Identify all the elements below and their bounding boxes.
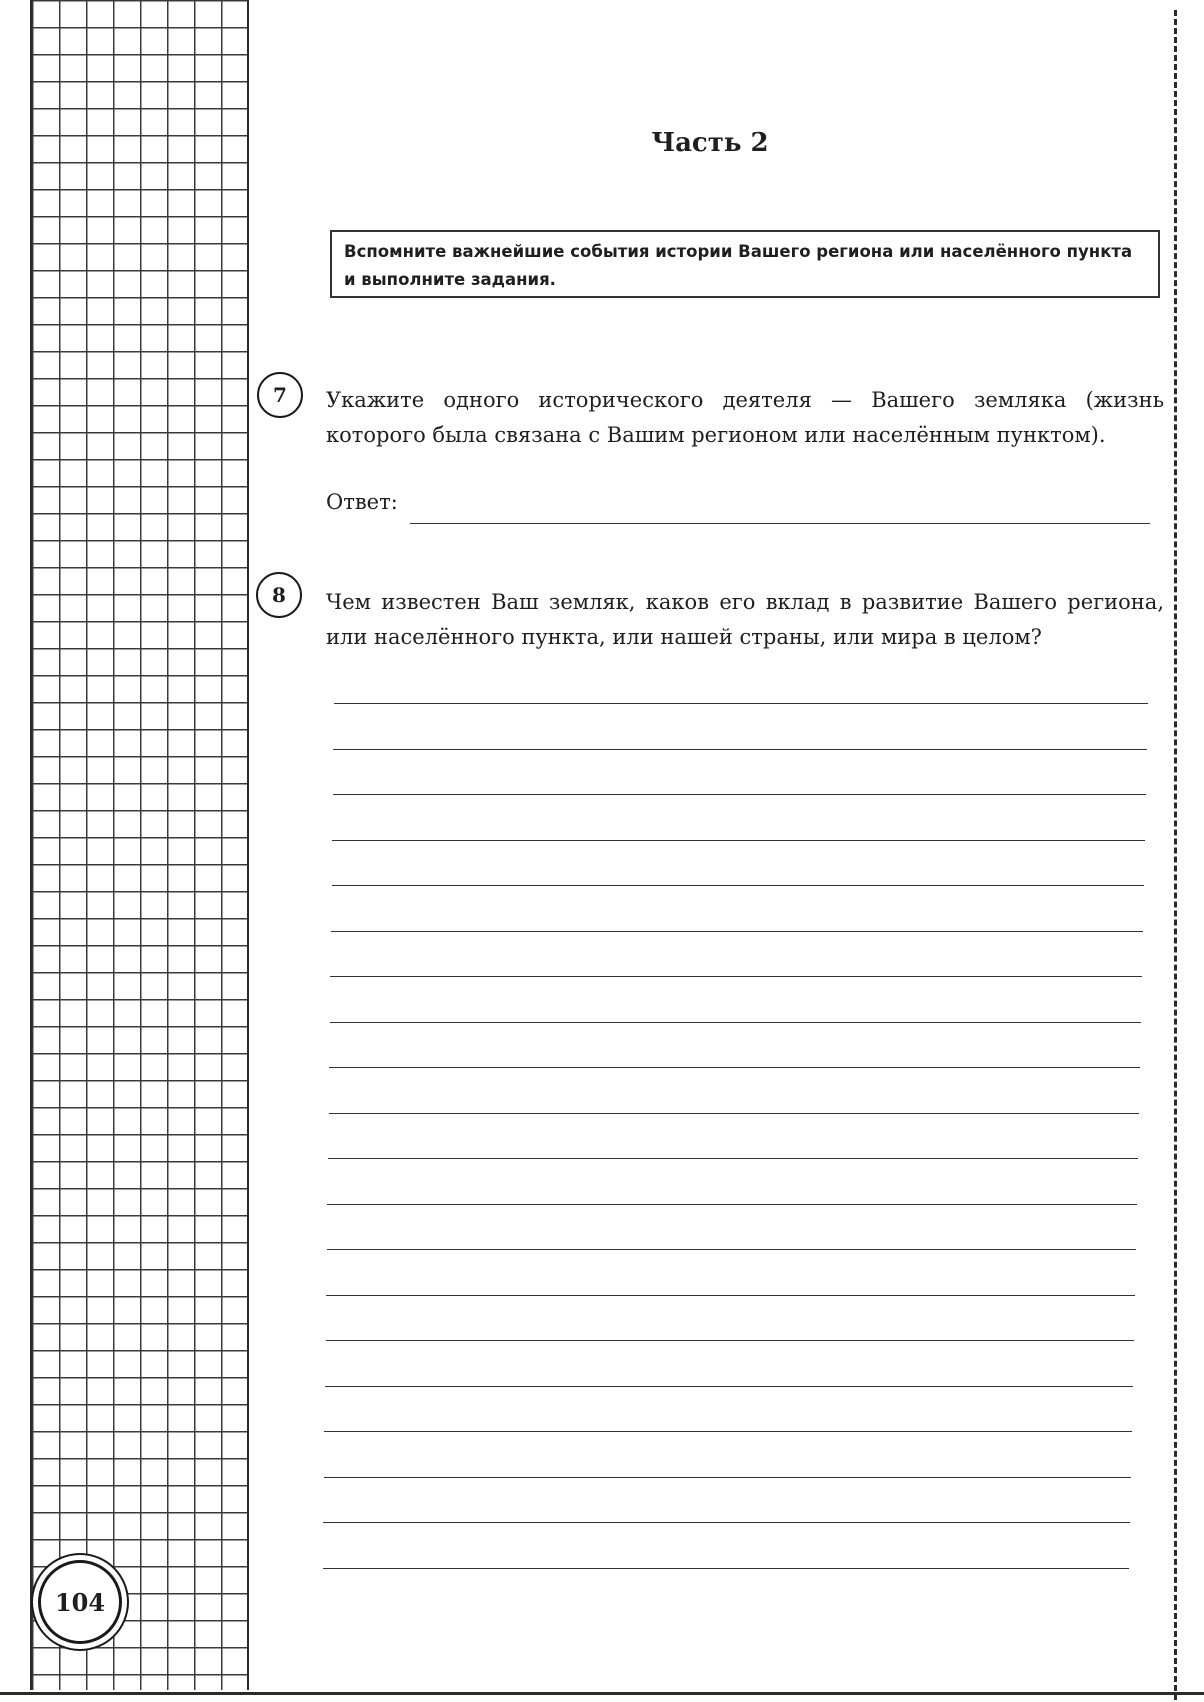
answer-line[interactable] <box>333 749 1147 750</box>
answer-line[interactable] <box>327 1204 1137 1205</box>
answer-line[interactable] <box>329 1067 1140 1068</box>
answer-line[interactable] <box>326 1340 1134 1341</box>
task-7-number: 7 <box>257 372 303 418</box>
margin-grid <box>30 0 249 1690</box>
answer-line[interactable] <box>324 1431 1132 1432</box>
answer-line[interactable] <box>326 1295 1135 1296</box>
answer-line[interactable] <box>333 794 1146 795</box>
bottom-divider <box>0 1692 1204 1695</box>
answer-line[interactable] <box>323 1568 1129 1569</box>
answer-line[interactable] <box>332 840 1145 841</box>
answer-line[interactable] <box>324 1477 1131 1478</box>
answer-line[interactable] <box>332 885 1144 886</box>
part-title: Часть 2 <box>651 128 769 158</box>
answer-line[interactable] <box>323 1522 1130 1523</box>
answer-line[interactable] <box>330 1022 1141 1023</box>
answer-line[interactable] <box>325 1386 1133 1387</box>
answer-line[interactable] <box>327 1249 1136 1250</box>
task-8-text: Чем известен Ваш земляк, каков его вклад в развитие Вашего региона, или населённого пункта, или нашей страны, или мира в целом? <box>326 590 1164 649</box>
cut-line <box>1174 10 1177 1700</box>
answer-label: Ответ: <box>326 490 398 514</box>
answer-line[interactable] <box>334 703 1148 704</box>
answer-line[interactable] <box>330 976 1142 977</box>
answer-line[interactable] <box>328 1158 1138 1159</box>
answer-line[interactable] <box>331 931 1143 932</box>
task-8-number: 8 <box>256 572 302 618</box>
instruction-box: Вспомните важнейшие события истории Вашего региона или населённого пункта и выполните задания. <box>330 230 1160 298</box>
answer-line[interactable] <box>329 1113 1139 1114</box>
answer-field[interactable] <box>410 523 1150 524</box>
page-number: 104 <box>38 1560 122 1644</box>
task-7-text: Укажите одного исторического деятеля — Вашего земляка (жизнь которого была связана с Вашим регионом или населённым пунктом). <box>326 388 1164 447</box>
